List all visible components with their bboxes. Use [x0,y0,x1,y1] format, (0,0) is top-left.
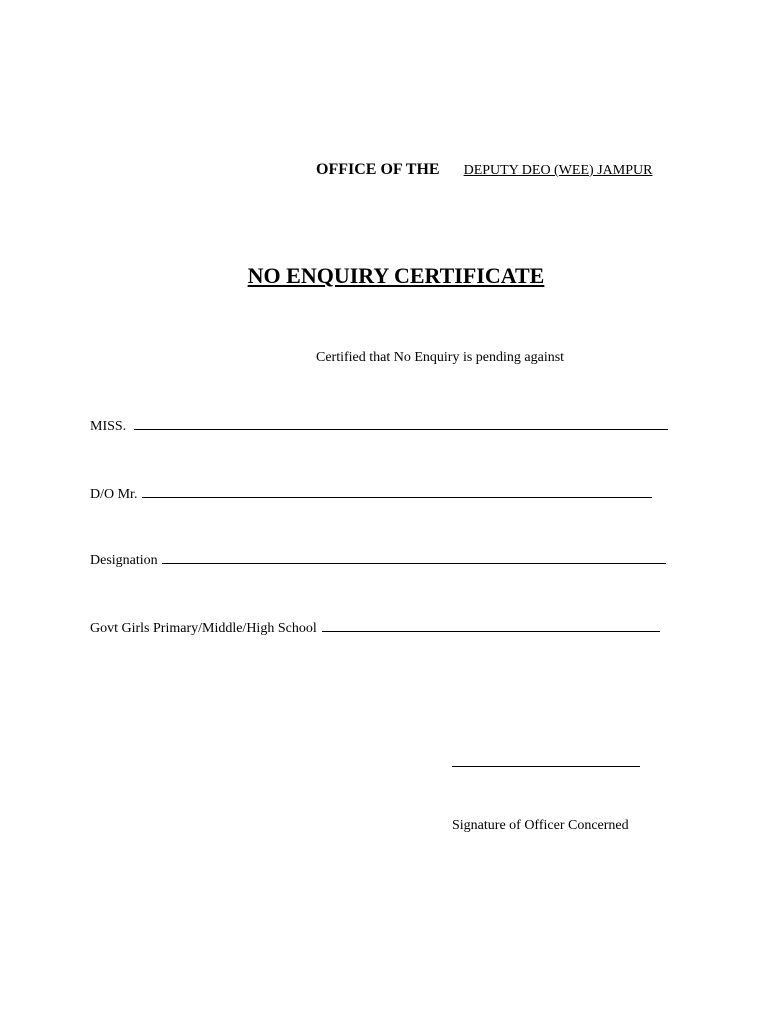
field-school-blank[interactable] [322,619,660,632]
certificate-title: NO ENQUIRY CERTIFICATE [247,263,545,288]
certificate-statement: Certified that No Enquiry is pending against [316,350,565,365]
field-daughter-of-blank[interactable] [142,485,652,498]
office-label: OFFICE OF THE [316,161,440,178]
signature-caption: Signature of Officer Concerned [452,818,629,833]
field-designation-label: Designation [90,553,158,568]
signature-line[interactable] [452,766,640,767]
field-miss-label: MISS. [90,419,127,434]
field-school [90,619,660,637]
office-name: DEPUTY DEO (WEE) JAMPUR [463,163,653,178]
field-designation-blank[interactable] [162,551,666,564]
field-designation [90,551,666,569]
field-daughter-of [90,485,652,503]
field-miss [90,417,668,435]
field-daughter-of-label: D/O Mr. [90,487,138,502]
field-school-label: Govt Girls Primary/Middle/High School [90,621,317,636]
field-miss-blank[interactable] [134,417,668,430]
office-header [316,161,652,179]
